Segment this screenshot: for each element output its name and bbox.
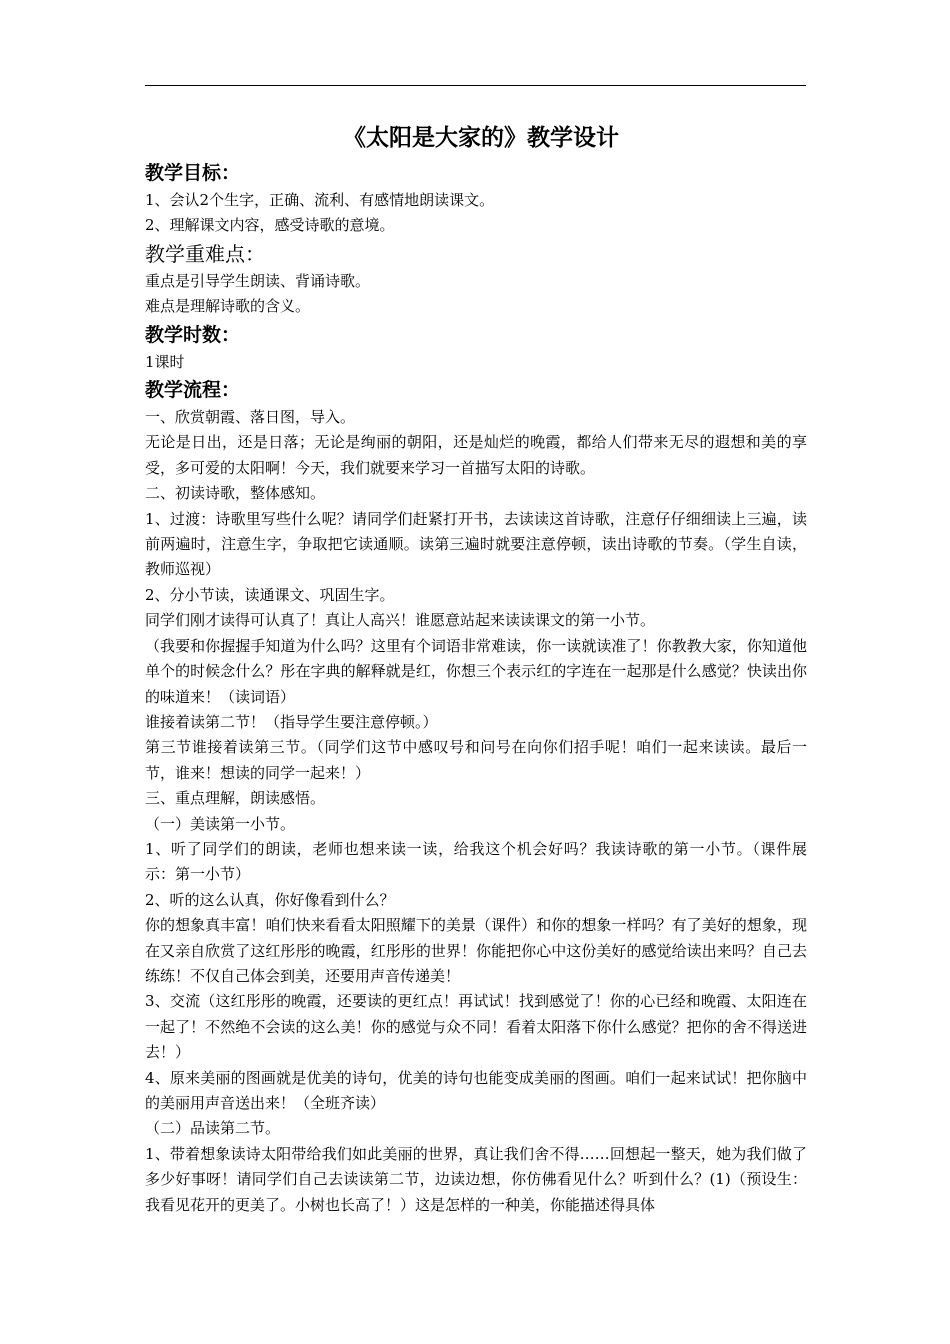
section-heading: 教学重难点： [145,241,265,266]
paragraph: 难点是理解诗歌的含义。 [145,297,311,316]
document-title: 《太阳是大家的》教学设计 [343,124,619,151]
paragraph: 2、分小节读，读通课文、巩固生字。 [145,585,395,604]
paragraph: （二）品读第二节。 [145,1119,281,1138]
paragraph: 第三节谁接着读第三节。（同学们这节中感叹号和问号在向你们招手呢！咱们一起来读读。最后一节，谁来！想读的同学一起来！） [145,738,807,782]
document-sections [145,158,807,1218]
paragraph: 三、重点理解，朗读感悟。 [145,789,326,808]
section-heading: 教学流程： [145,379,241,402]
section-heading: 教学目标： [145,162,241,184]
paragraph: 1、听了同学们的朗读，老师也想来读一读，给我这个机会好吗？我读诗歌的第一小节。（课件展示：第一小节） [145,839,807,884]
paragraph: 3、交流（这红彤彤的晚霞，还要读的更红点！再试试！找到感觉了！你的心已经和晚霞、太阳连在一起了！不然绝不会读的这么美！你的感觉与众不同！看着太阳落下你什么感觉？把你的舍不得送进去！） [145,992,807,1062]
paragraph: 谁接着读第二节！（指导学生要注意停顿。） [145,712,438,731]
paragraph: 同学们刚才读得可认真了！真让人高兴！谁愿意站起来读读课文的第一小节。 [145,611,656,630]
paragraph: 无论是日出，还是日落；无论是绚丽的朝阳，还是灿烂的晚霞，都给人们带来无尽的遐想和美的享受，多可爱的太阳啊！今天，我们就要来学习一首描写太阳的诗歌。 [145,433,807,477]
paragraph: 1、带着想象读诗太阳带给我们如此美丽的世界，真让我们舍不得……回想起一整天，她为我们做了多少好事呀！请同学们自己去读读第二节，边读边想，你仿佛看见什么？听到什么？(1)（预设生：我看见花开的更美了。小树也长高了！）这是怎样的一种美，你能描述得具体 [145,1144,807,1214]
paragraph: 你的想象真丰富！咱们快来看看太阳照耀下的美景（课件）和你的想象一样吗？有了美好的想象，现在又亲自欣赏了这红彤彤的晚霞，红彤彤的世界！你能把你心中这份美好的感觉给读出来吗？自己去练练！不仅自己体会到美，还要用声音传递美！ [145,916,807,985]
paragraph: （一）美读第一小节。 [145,814,296,833]
paragraph: 4、原来美丽的图画就是优美的诗句，优美的诗句也能变成美丽的图画。咱们一起来试试！把你脑中的美丽用声音送出来！（全班齐读） [145,1068,807,1112]
paragraph: 二、初读诗歌，整体感知。 [145,484,326,503]
paragraph: 1课时 [145,352,185,371]
document-body [145,118,807,1218]
paragraph: 一、欣赏朝霞、落日图，导入。 [145,408,356,427]
header-rule [145,85,806,86]
paragraph: （我要和你握握手知道为什么吗？这里有个词语非常难读，你一读就读准了！你教教大家，你知道他单个的时候念什么？彤在字典的解释就是红，你想三个表示红的字连在一起那是什么感觉？快读出你的味道来！（读词语） [145,636,807,706]
paragraph: 2、理解课文内容，感受诗歌的意境。 [145,216,395,235]
paragraph: 1、过渡：诗歌里写些什么呢？请同学们赶紧打开书，去读读这首诗歌，注意仔仔细细读上三遍，读前两遍时，注意生字，争取把它读通顺。读第三遍时就要注意停顿，读出诗歌的节奏。（学生自读，教师巡视） [145,509,807,579]
section-heading: 教学时数： [145,323,241,346]
paragraph: 2、听的这么认真，你好像看到什么？ [145,890,395,909]
paragraph: 重点是引导学生朗读、背诵诗歌。 [145,271,371,290]
paragraph: 1、会认2个生字，正确、流利、有感情地朗读课文。 [145,191,495,209]
